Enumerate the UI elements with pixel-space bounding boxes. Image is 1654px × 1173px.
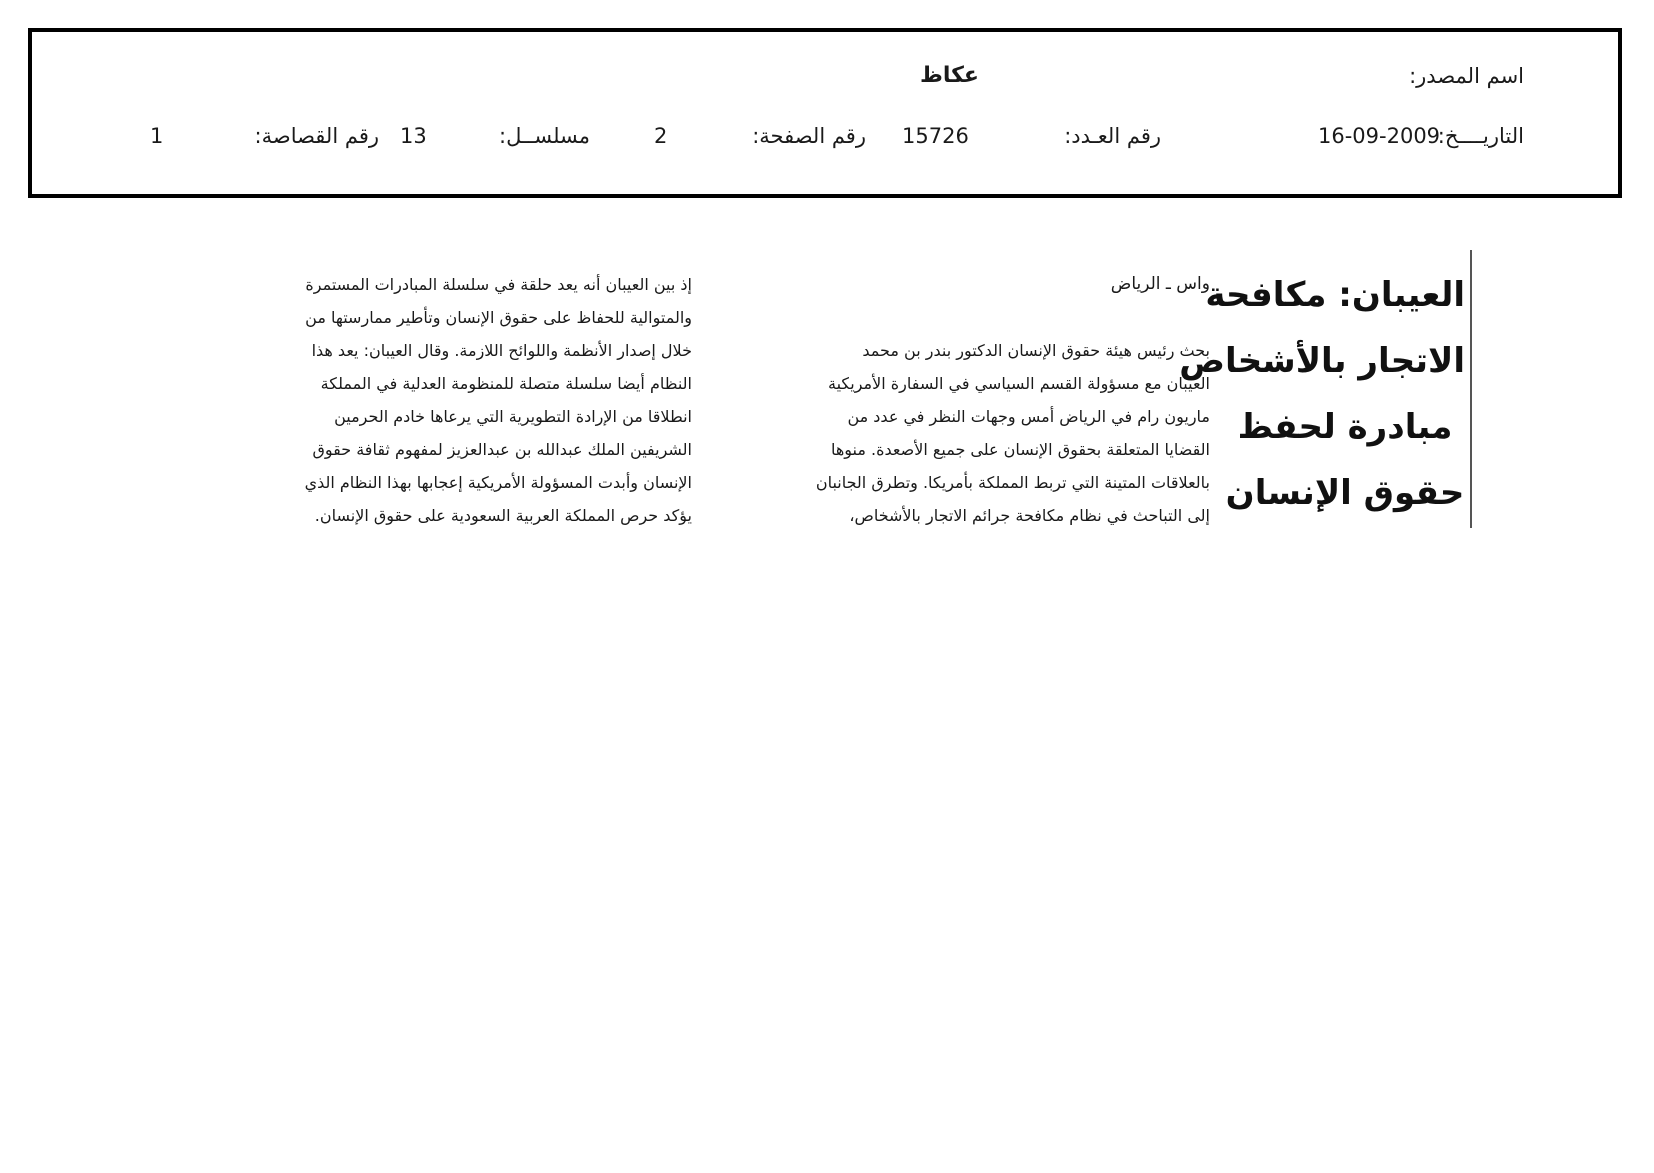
text-line: والمتوالية للحفاظ على حقوق الإنسان وتأطير ممارستها من (305, 308, 692, 327)
article-headline (1179, 262, 1465, 526)
text-line: خلال إصدار الأنظمة واللوائح اللازمة. وقال العيبان: يعد هذا (311, 341, 692, 360)
page-value: 2 (654, 124, 668, 148)
text-line: النظام أيضا سلسلة متصلة للمنظومة العدلية في المملكة (320, 374, 692, 393)
text-line: بحث رئيس هيئة حقوق الإنسان الدكتور بندر بن محمد (862, 341, 1210, 360)
source-label: اسم المصدر: (1409, 64, 1524, 88)
headline-line: الاتجار بالأشخاص (1179, 341, 1465, 381)
text-line: بالعلاقات المتينة التي تربط المملكة بأمريكا. وتطرق الجانبان (815, 473, 1210, 492)
clip-label: رقم القصاصة: (254, 124, 379, 148)
article-column-2 (196, 268, 692, 532)
clipping-header-box (28, 28, 1622, 198)
clip-value: 1 (150, 124, 164, 148)
source-value: عكاظ (920, 63, 979, 88)
text-line: إذ بين العيبان أنه يعد حلقة في سلسلة المبادرات المستمرة (305, 275, 692, 294)
text-line: الإنسان وأبدت المسؤولة الأمريكية إعجابها بهذا النظام الذي (304, 473, 692, 492)
page-label: رقم الصفحة: (752, 124, 866, 148)
date-label: التاريــــخ: (1437, 124, 1524, 148)
text-line: يؤكد حرص المملكة العربية السعودية على حقوق الإنسان. (314, 506, 692, 525)
headline-line: العيبان: مكافحة (1205, 275, 1465, 315)
text-line: إلى التباحث في نظام مكافحة جرائم الاتجار بالأشخاص، (849, 506, 1210, 525)
text-line: العيبان مع مسؤولة القسم السياسي في السفارة الأمريكية (828, 374, 1210, 393)
column-divider (1470, 250, 1472, 528)
text-line: القضايا المتعلقة بحقوق الإنسان على جميع الأصعدة. منوها (830, 440, 1210, 459)
text-line: انطلاقا من الإرادة التطويرية التي يرعاها خادم الحرمين (334, 407, 692, 426)
article-column-1 (715, 334, 1210, 532)
headline-line: مبادرة لحفظ (1237, 407, 1453, 447)
headline-line: حقوق الإنسان (1225, 473, 1465, 513)
serial-label: مسلســل: (499, 124, 590, 148)
date-value: 16-09-2009 (1318, 124, 1441, 148)
issue-label: رقم العـدد: (1064, 124, 1161, 148)
serial-value: 13 (400, 124, 427, 148)
issue-value: 15726 (902, 124, 969, 148)
text-line: الشريفين الملك عبدالله بن عبدالعزيز لمفهوم ثقافة حقوق (312, 440, 692, 459)
article-byline: واس ـ الرياض (1110, 274, 1210, 294)
text-line: ماريون رام في الرياض أمس وجهات النظر في عدد من (847, 407, 1210, 426)
